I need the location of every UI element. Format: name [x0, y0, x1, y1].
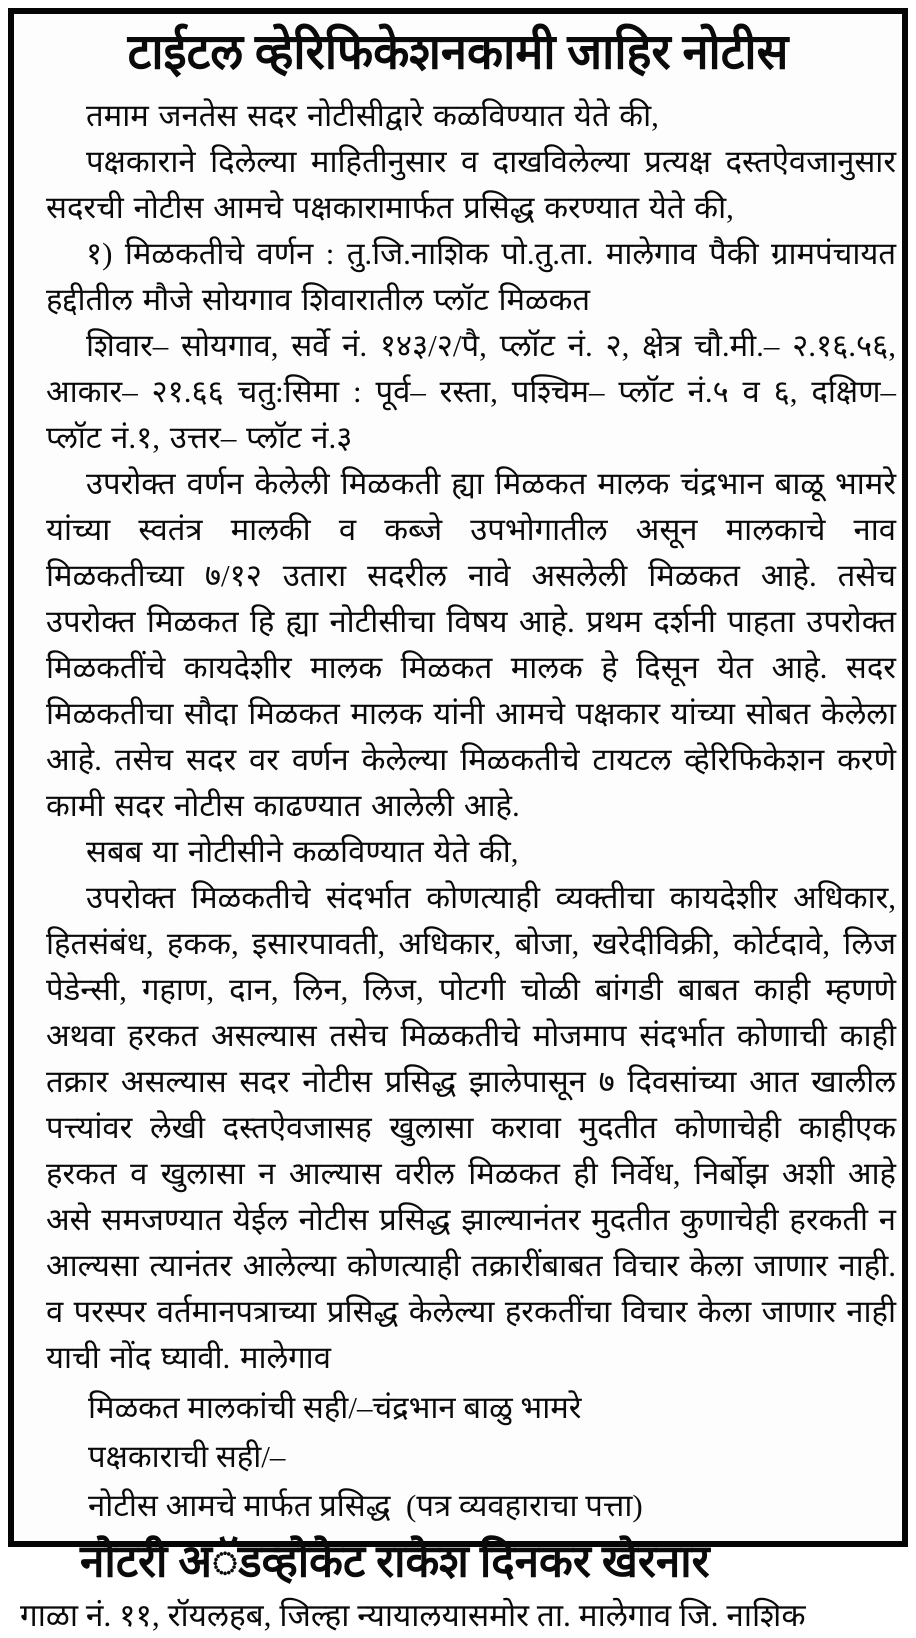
signature-line: नोटीस आमचे मार्फत प्रसिद्ध (पत्र व्यवहाराचा पत्ता): [88, 1487, 643, 1523]
notice-paragraph: तमाम जनतेस सदर नोटीसीद्वारे कळविण्यात येते की,: [86, 97, 659, 133]
notice-paragraph: १) मिळकतीचे वर्णन : तु.जि.नाशिक पो.तु.ता. मालेगाव पैकी ग्रामपंचायत हद्दीतील मौजे सोयगाव शिवारातील प्लॉट मिळकत: [46, 235, 896, 317]
notice-paragraph: शिवार– सोयगाव, सर्वे नं. १४३/२/पै, प्लॉट नं. २, क्षेत्र चौ.मी.– २.१६.५६, आकार– २१.६६ चतु:सिमा : पूर्व– रस्ता, पश्चिम– प्लॉट नं.५ व ६, दक्षिण– प्लॉट नं.१, उत्तर– प्लॉट नं.३: [46, 327, 896, 455]
notice-title: टाईटल व्हेरिफिकेशनकामी जाहिर नोटीस: [127, 25, 789, 81]
notice-paragraph: उपरोक्त मिळकतीचे संदर्भात कोणत्याही व्यक्तीचा कायदेशीर अधिकार, हितसंबंध, हकक, इसारपावती, अधिकार, बोजा, खरेदीविक्री, कोर्टदावे, लिज पेडेन्सी, गहाण, दान, लिन, लिज, पोटगी चोळी बांगडी बाबत काही म्हणणे अथवा हरकत असल्यास तसेच मिळकतीचे मोजमाप संदर्भात कोणाची काही तक्रार असल्यास सदर नोटीस प्रसिद्ध झालेपासून ७ दिवसांच्या आत खालील पत्त्यांवर लेखी दस्तऐवजासह खुलासा करावा मुदतीत कोणाचेही काहीएक हरकत व खुलासा न आल्यास वरील मिळकत ही निर्वेध, निर्बोझ अशी आहे असे समजण्यात येईल नोटीस प्रसिद्ध झाल्यानंतर मुदतीत कुणाचेही हरकती न आल्यसा त्यानंतर आलेल्या कोणत्याही तक्रारींबाबत विचार केला जाणार नाही. व परस्पर वर्तमानपत्राच्या प्रसिद्ध केलेल्या हरकतींचा विचार केला जाणार नाही याची नोंद घ्यावी. मालेगाव: [46, 879, 896, 1375]
notice-frame: [8, 8, 908, 1633]
signature-line: पक्षकाराची सही/–: [88, 1438, 286, 1474]
address-line: गाळा नं. ११, रॉयलहब, जिल्हा न्यायालयासमोर ता. मालेगाव जि. नाशिक: [20, 1597, 806, 1633]
notice-paragraph: उपरोक्त वर्णन केलेली मिळकती ह्या मिळकत मालक चंद्रभान बाळू भामरे यांच्या स्वतंत्र मालकी व कब्जे उपभोगातील असून मालकाचे नाव मिळकतीच्या ७/१२ उतारा सदरील नावे असलेली मिळकत आहे. तसेच उपरोक्त मिळकत हि ह्या नोटीसीचा विषय आहे. प्रथम दर्शनी पाहता उपरोक्त मिळकतींचे कायदेशीर मालक मिळकत मालक हे दिसून येत आहे. सदर मिळकतीचा सौदा मिळकत मालक यांनी आमचे पक्षकार यांच्या सोबत केलेला आहे. तसेच सदर वर वर्णन केलेल्या मिळकतीचे टायटल व्हेरिफिकेशन करणे कामी सदर नोटीस काढण्यात आलेली आहे.: [46, 465, 896, 823]
signature-line: मिळकत मालकांची सही/–चंद्रभान बाळु भामरे: [88, 1389, 582, 1425]
notary-name-line: नोटरी अॅडव्होकेट राकेश दिनकर खैरनार: [80, 1535, 710, 1587]
notice-paragraph: पक्षकाराने दिलेल्या माहितीनुसार व दाखविलेल्या प्रत्यक्ष दस्तऐवजानुसार सदरची नोटीस आमचे पक्षकारामार्फत प्रसिद्ध करण्यात येते की,: [46, 143, 896, 225]
notice-paragraph: सबब या नोटीसीने कळविण्यात येते की,: [86, 833, 519, 869]
notice-body: [18, 93, 898, 1381]
signature-lines: [18, 1383, 898, 1530]
